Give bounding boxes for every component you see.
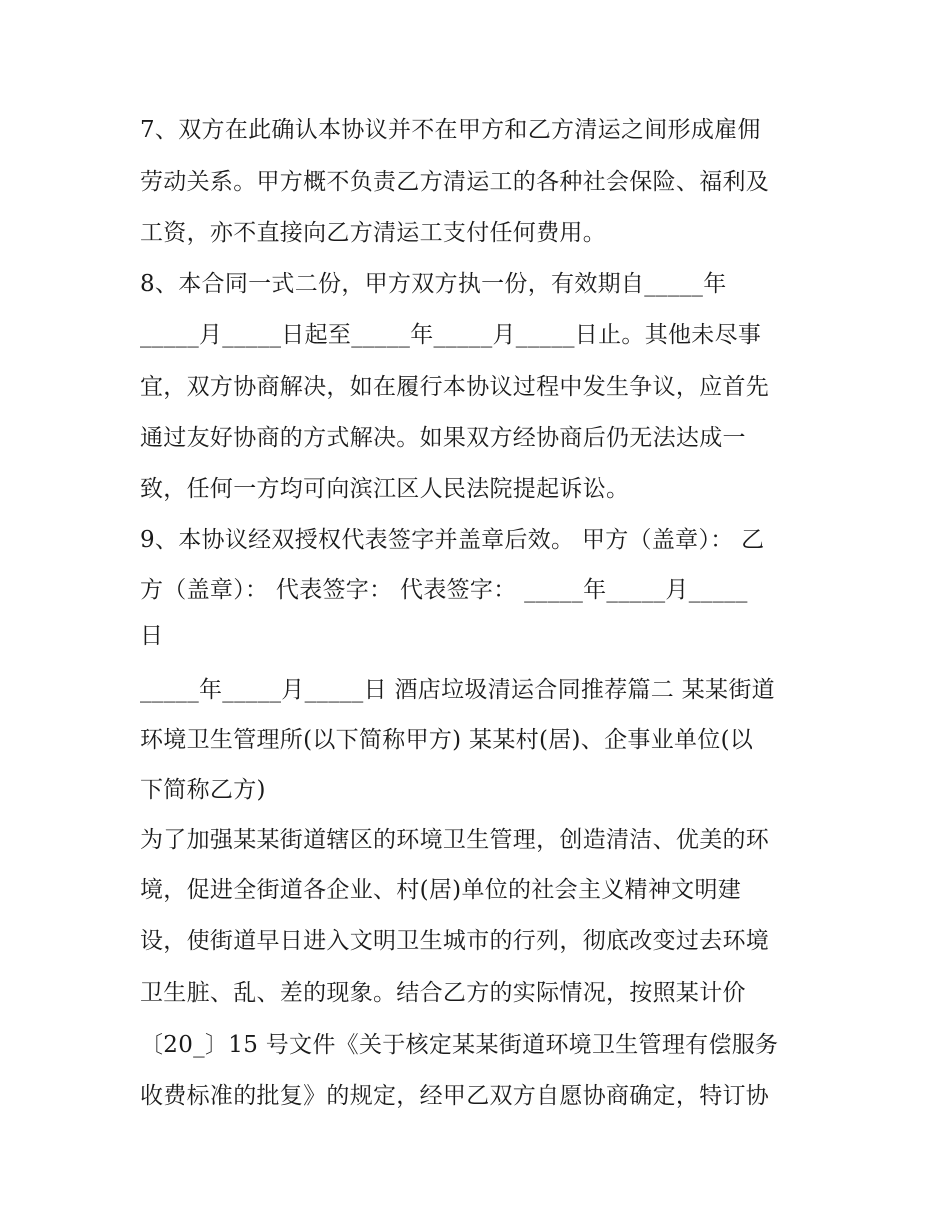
- paragraph-line: 下简称乙方): [140, 777, 266, 803]
- paragraph-line: 卫生脏、乱、差的现象。结合乙方的实际情况，按照某计价: [140, 980, 746, 1006]
- paragraph-line: 设，使街道早日进入文明卫生城市的行列，彻底改变过去环境: [140, 928, 770, 954]
- paragraph-line: 环境卫生管理所(以下简称甲方) 某某村(居)、企事业单位(以: [140, 727, 754, 753]
- paragraph-line: 9、本协议经双授权代表签字并盖章后效。 甲方（盖章）： 乙: [140, 527, 765, 553]
- paragraph-line: 宜，双方协商解决，如在履行本协议过程中发生争议，应首先: [140, 374, 770, 400]
- paragraph-line: 〔20_〕15 号文件《关于核定某某街道环境卫生管理有偿服务: [140, 1032, 779, 1058]
- paragraph-line: 通过友好协商的方式解决。如果双方经协商后仍无法达成一: [140, 425, 746, 451]
- paragraph-line: 为了加强某某街道辖区的环境卫生管理，创造清洁、优美的环: [140, 827, 770, 853]
- paragraph-line: _____月_____日起至_____年_____月_____日止。其他未尽事: [140, 322, 762, 348]
- paragraph-line: 境，促进全街道各企业、村(居)单位的社会主义精神文明建: [140, 877, 742, 903]
- paragraph-line: 工资，亦不直接向乙方清运工支付任何费用。: [140, 220, 606, 246]
- paragraph-line: 劳动关系。甲方概不负责乙方清运工的各种社会保险、福利及: [140, 169, 770, 195]
- paragraph-line: 7、双方在此确认本协议并不在甲方和乙方清运之间形成雇佣: [140, 117, 761, 143]
- paragraph-line: 方（盖章）： 代表签字： 代表签字： _____年_____月_____: [140, 577, 748, 603]
- paragraph-line: 致，任何一方均可向滨江区人民法院提起诉讼。: [140, 476, 630, 502]
- paragraph-line: _____年_____月_____日 酒店垃圾清运合同推荐篇二 某某街道: [140, 677, 775, 703]
- paragraph-line: 8、本合同一式二份，甲方双方执一份，有效期自_____年: [140, 271, 727, 297]
- paragraph-line: 日: [140, 623, 164, 649]
- paragraph-line: 收费标准的批复》的规定，经甲乙双方自愿协商确定，特订协: [140, 1083, 770, 1109]
